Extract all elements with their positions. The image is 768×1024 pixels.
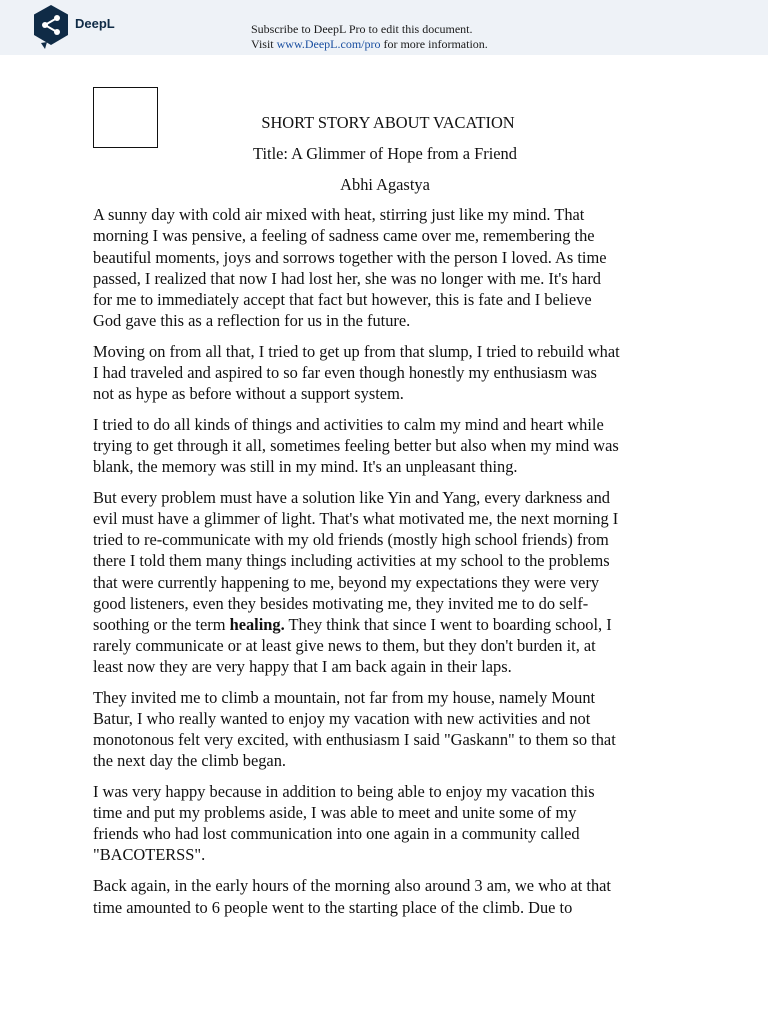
text-line: that were currently happening to me, beyond my expectations they were very (93, 572, 600, 592)
text-line: evil must have a glimmer of light. That's what motivated me, the next morning I (93, 509, 619, 529)
text-line: not as hype as before without a support system. (93, 383, 404, 403)
visit-prefix: Visit (251, 37, 277, 51)
story-heading: SHORT STORY ABOUT VACATION (261, 113, 515, 132)
visit-suffix: for more information. (380, 37, 488, 51)
text-line: Batur, I who really wanted to enjoy my vacation with new activities and not (93, 708, 591, 728)
text-line: passed, I realized that now I had lost her, she was no longer with me. It's hard (93, 268, 601, 288)
text-line: time amounted to 6 people went to the starting place of the climb. Due to (93, 897, 573, 917)
paragraph (93, 875, 677, 917)
text-line: there I told them many things including activities at my school to the problems (93, 551, 610, 571)
text-line: "BACOTERSS". (93, 845, 206, 865)
text-line: the next day the climb began. (93, 751, 286, 771)
document-body (93, 112, 677, 927)
text-line: Back again, in the early hours of the morning also around 3 am, we who at that (93, 876, 611, 896)
text-line: monotonous felt very excited, with enthusiasm I said "Gaskann" to them so that (93, 730, 616, 750)
story-title: Title: A Glimmer of Hope from a Friend (253, 143, 517, 163)
text-line: A sunny day with cold air mixed with heat, stirring just like my mind. That (93, 205, 585, 225)
deepl-pro-link[interactable]: www.DeepL.com/pro (276, 37, 381, 51)
deepl-logo-icon (33, 5, 69, 49)
text-line: beautiful moments, joys and sorrows together with the person I loved. As time (93, 247, 607, 267)
deepl-banner (0, 0, 768, 55)
text-line: morning I was pensive, a feeling of sadness came over me, remembering the (93, 226, 595, 246)
text-line: for me to immediately accept that fact but however, this is fate and I believe (93, 289, 592, 309)
text-line: I tried to do all kinds of things and activities to calm my mind and heart while (93, 414, 604, 434)
text-line: Moving on from all that, I tried to get up from that slump, I tried to rebuild what (93, 341, 620, 361)
healing-before: soothing or the term (93, 614, 230, 634)
paragraph (93, 414, 677, 477)
paragraph (93, 487, 677, 677)
subscribe-line: Subscribe to DeepL Pro to edit this document. (251, 22, 473, 36)
paragraph (93, 781, 677, 865)
text-line: But every problem must have a solution like Yin and Yang, every darkness and (93, 488, 610, 508)
text-line: blank, the memory was still in my mind. It's an unpleasant thing. (93, 457, 518, 477)
deepl-logo[interactable] (33, 5, 115, 49)
text-line: God gave this as a reflection for us in the future. (93, 310, 411, 330)
text-line: They invited me to climb a mountain, not far from my house, namely Mount (93, 687, 596, 707)
text-line: time and put my problems aside, I was able to meet and unite some of my (93, 803, 577, 823)
paragraph (93, 687, 677, 771)
healing-bold: healing. (229, 614, 285, 634)
text-line: friends who had lost communication into one again in a community called (93, 824, 580, 844)
paragraph (93, 341, 677, 404)
text-line: I had traveled and aspired to so far even though honestly my enthusiasm was (93, 362, 597, 382)
subscribe-message (251, 22, 488, 52)
text-line: I was very happy because in addition to being able to enjoy my vacation this (93, 782, 595, 802)
healing-after: They think that since I went to boarding school, I (284, 614, 612, 634)
text-line: tried to re-communicate with my old friends (mostly high school friends) from (93, 530, 609, 550)
text-line: trying to get through it all, sometimes feeling better but also when my mind was (93, 436, 619, 456)
paragraph (93, 204, 677, 331)
text-line: good listeners, even they besides motivating me, they invited me to do self- (93, 593, 589, 613)
logo-text: DeepL (75, 15, 115, 31)
visit-line (251, 37, 488, 52)
text-line: least now they are very happy that I am back again in their laps. (93, 656, 512, 676)
story-author: Abhi Agastya (340, 174, 430, 194)
text-line (93, 614, 677, 635)
text-line: rarely communicate or at least give news to them, but they don't burden it, at (93, 635, 596, 655)
